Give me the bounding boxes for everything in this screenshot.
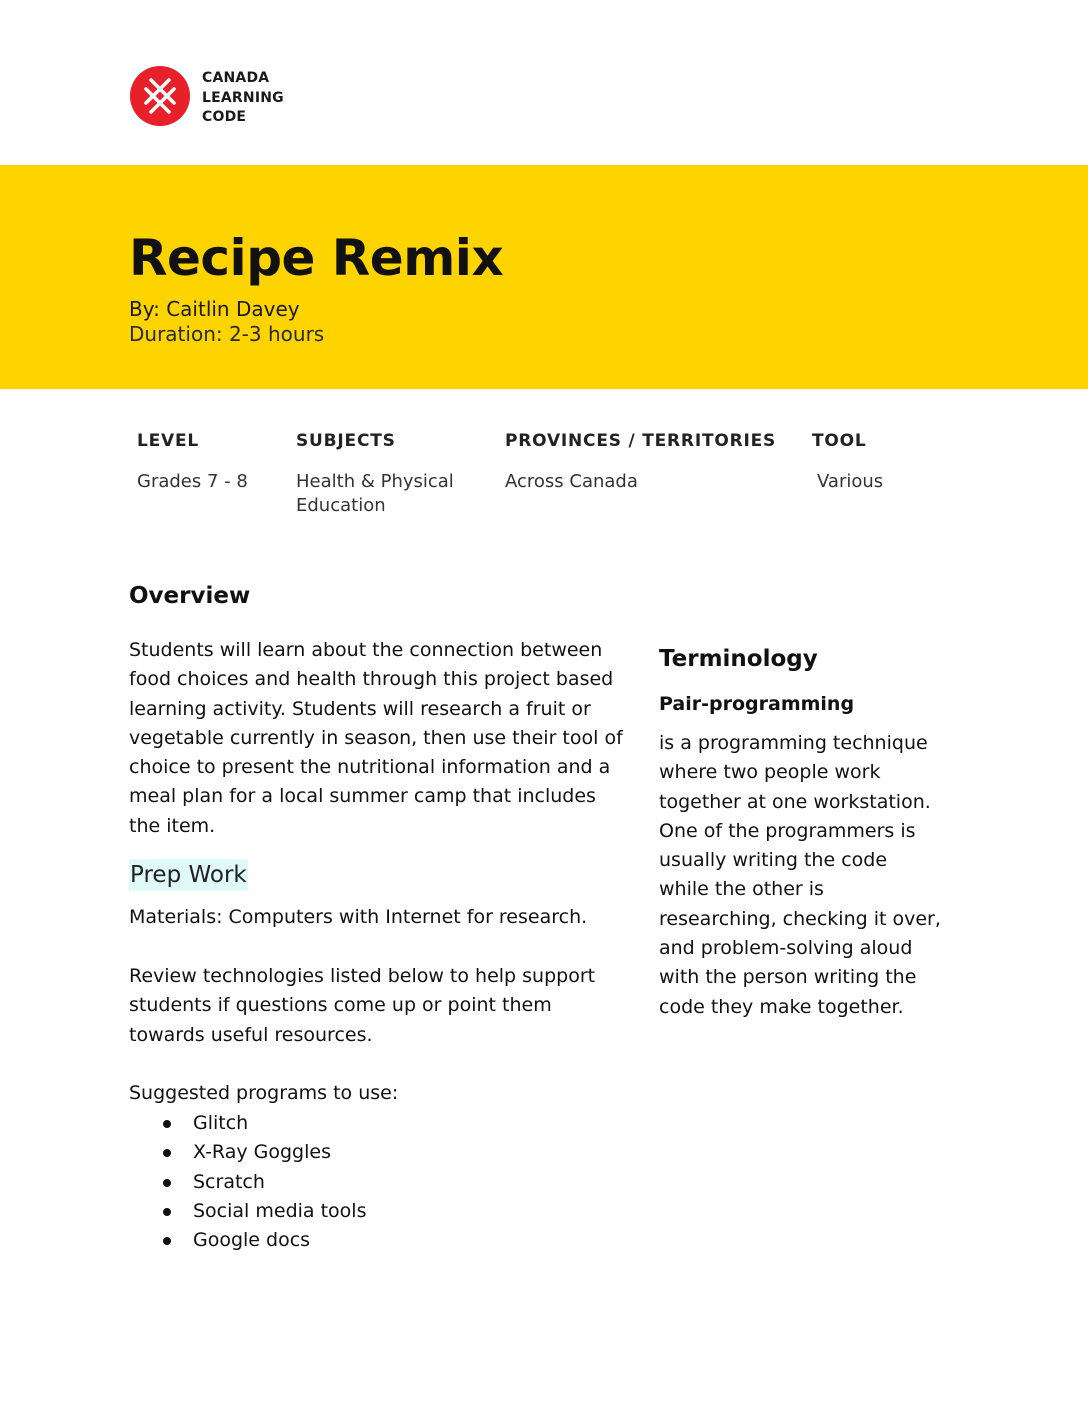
bullet-icon: [163, 1149, 171, 1157]
list-item: [129, 1226, 366, 1255]
brand-line-3: CODE: [202, 109, 247, 125]
list-item: [129, 1138, 366, 1167]
page-title: Recipe Remix: [129, 229, 504, 287]
meta-tool: [812, 428, 883, 494]
canada-learning-code-logo-icon: [130, 66, 190, 126]
meta-provinces-label: PROVINCES / TERRITORIES: [505, 431, 777, 451]
overview-line: food choices and health through this project based: [129, 668, 614, 691]
programs-list: [129, 1109, 366, 1255]
list-item: [129, 1197, 366, 1226]
program-name: X-Ray Goggles: [193, 1141, 331, 1164]
definition-line: together at one workstation.: [659, 790, 931, 813]
materials-text: Materials: Computers with Internet for research.: [129, 906, 588, 928]
duration-text: Duration: 2-3 hours: [129, 322, 325, 346]
bullet-icon: [163, 1237, 171, 1245]
definition-line: and problem-solving aloud: [659, 937, 913, 960]
overview-line: vegetable currently in season, then use their tool of: [129, 726, 623, 749]
meta-level: [137, 428, 248, 494]
meta-subjects-value: [296, 470, 454, 518]
overview-line: learning activity. Students will research a fruit or: [129, 697, 591, 720]
list-item: [129, 1109, 366, 1138]
overview-paragraph: [129, 636, 649, 841]
term-heading: Pair-programming: [659, 693, 855, 715]
bullet-icon: [163, 1179, 171, 1187]
brand-line-2: LEARNING: [202, 89, 284, 106]
definition-line: where two people work: [659, 761, 881, 784]
prep-work-heading: Prep Work: [129, 859, 248, 891]
program-name: Google docs: [193, 1229, 311, 1252]
meta-subjects-label: SUBJECTS: [296, 431, 396, 451]
meta-provinces-value: [505, 470, 776, 494]
program-name: Social media tools: [193, 1199, 367, 1222]
author-byline: By: Caitlin Davey: [129, 297, 300, 321]
bullet-icon: [163, 1208, 171, 1216]
brand-line-1: CANADA: [202, 70, 270, 86]
program-name: Scratch: [193, 1170, 265, 1193]
review-line: students if questions come up or point them: [129, 994, 552, 1017]
overview-line: meal plan for a local summer camp that includes: [129, 785, 596, 808]
program-name: Glitch: [193, 1112, 249, 1134]
list-item: [129, 1168, 366, 1197]
definition-line: researching, checking it over,: [659, 907, 941, 930]
meta-tool-value: [812, 470, 883, 494]
review-line: Review technologies listed below to help support: [129, 965, 596, 987]
meta-provinces: [505, 428, 776, 494]
meta-level-value-line: Grades 7 - 8: [137, 471, 248, 492]
title-banner: [0, 165, 1088, 389]
overview-line: the item.: [129, 814, 216, 837]
bullet-icon: [163, 1120, 171, 1128]
overview-line: Students will learn about the connection between: [129, 639, 603, 661]
meta-tool-value-line: Various: [817, 471, 884, 492]
definition-line: code they make together.: [659, 995, 904, 1018]
meta-level-label: LEVEL: [137, 431, 200, 451]
overview-line: choice to present the nutritional information and a: [129, 756, 611, 779]
definition-line: is a programming technique: [659, 732, 928, 754]
meta-tool-label: TOOL: [812, 431, 867, 451]
review-paragraph: [129, 962, 595, 1050]
meta-level-value: [137, 470, 248, 494]
meta-subjects: [296, 428, 454, 518]
terminology-heading: Terminology: [659, 646, 818, 672]
definition-line: usually writing the code: [659, 849, 888, 872]
definition-line: with the person writing the: [659, 966, 917, 989]
brand-wordmark: [202, 69, 284, 128]
term-definition: [659, 729, 959, 1022]
definition-line: while the other is: [659, 878, 824, 901]
meta-subjects-value-line: Education: [296, 495, 386, 516]
overview-heading: Overview: [129, 583, 251, 609]
suggested-programs-label: Suggested programs to use:: [129, 1082, 399, 1104]
definition-line: One of the programmers is: [659, 819, 916, 842]
review-line: towards useful resources.: [129, 1023, 373, 1046]
meta-provinces-value-line: Across Canada: [505, 471, 638, 492]
overview-body: [129, 636, 649, 841]
meta-subjects-value-line: Health & Physical: [296, 471, 454, 492]
